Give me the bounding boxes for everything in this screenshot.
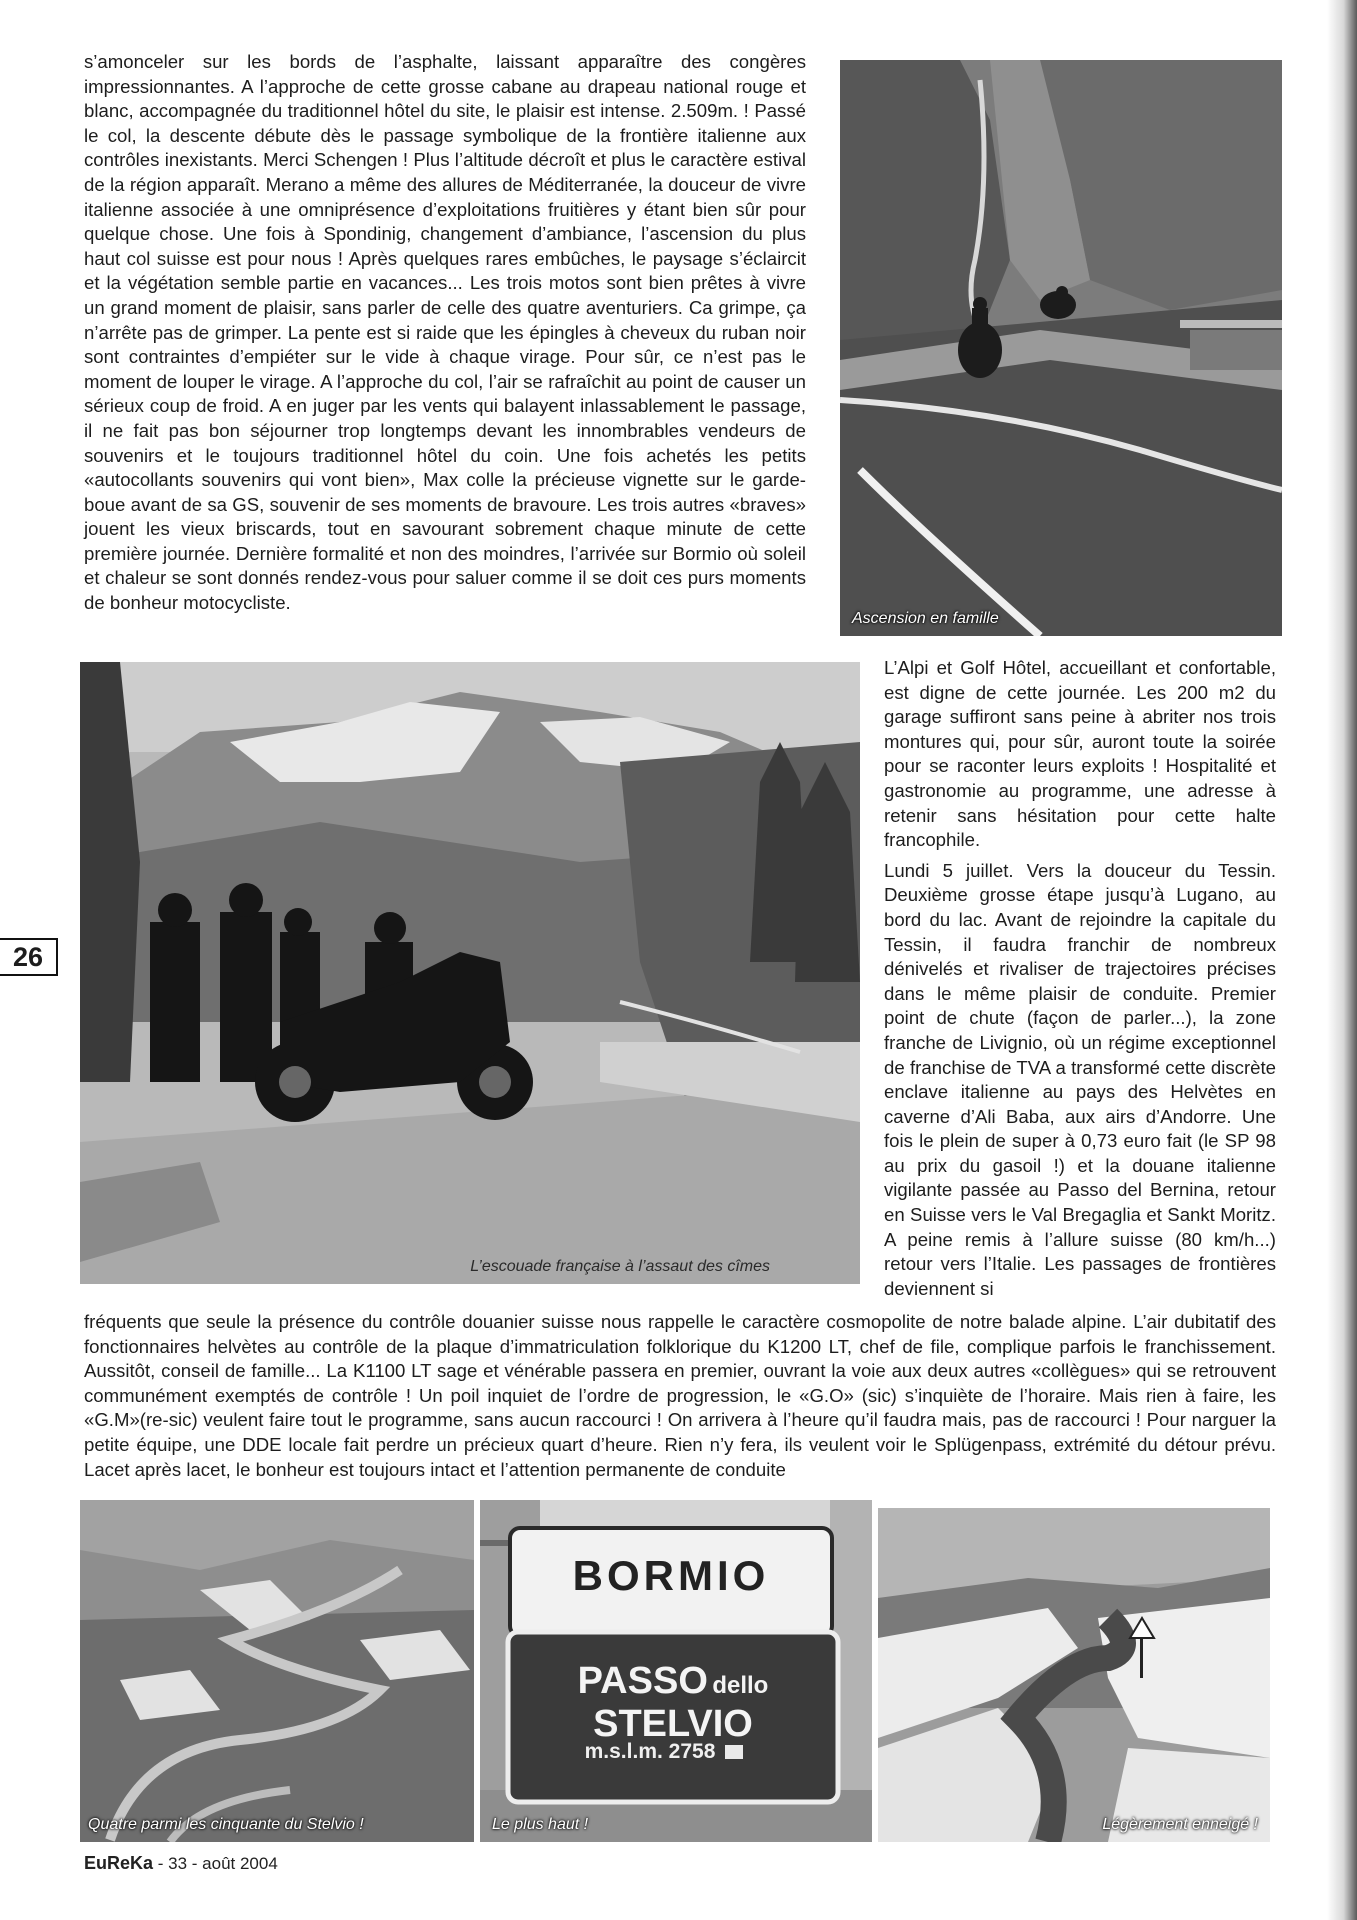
- photo-escouade: [80, 662, 860, 1284]
- article-paragraph: fréquents que seule la présence du contrôle douanier suisse nous rappelle le caractère cosmopolite de notre balade alpine. L’air dubitatif des fonctionnaires helvètes au contrôle de la plaque d’immatriculation folklorique du K1200 LT, chef de file, complique parfois le franchissement. Aussitôt, conseil de famille... La K1100 LT sage et vénérable passera en premier, ouvrant la voie aux deux autres «collègues» qui se retrouvent communément exemptés de contrôle ! Un poil inquiet de l’ordre de progression, le «G.O» (sic) s’inquiète de l’horaire. Mais rien à faire, les «G.M»(re-sic) veulent faire tout le programme, sans aucun raccourci ! On arrivera à l’heure qu’il faudra mais, pas de raccourci ! Pour narguer la petite équipe, une DDE locale fait perdre un précieux quart d’heure. Rien n’y fera, ils veulent voir le Splügenpass, extrémité du détour prévu. Lacet après lacet, le bonheur est toujours intact et l’attention permanente de conduite: [84, 1311, 1276, 1480]
- caption-ascension: Ascension en famille: [852, 610, 999, 627]
- sign-bormio: BORMIO: [572, 1552, 770, 1599]
- photo-panneau-stelvio: [480, 1500, 872, 1842]
- page-edge-shadow: [1327, 0, 1357, 1920]
- photo-ascension: [840, 60, 1282, 636]
- article-paragraph: L’Alpi et Golf Hôtel, accueillant et confortable, est digne de cette journée. Les 200 m2 du garage suffiront sans peine à abriter nos trois montures qui, pour sûr, auront toute la soirée pour se raconter leurs exploits ! Hospitalité et gastronomie au programme, une adresse à retenir sans hésitation pour cette halte francophile.: [884, 657, 1276, 851]
- page-number: 26: [0, 938, 58, 976]
- article-paragraph: Lundi 5 juillet. Vers la douceur du Tessin. Deuxième grosse étape jusqu’à Lugano, au bord du lac. Avant de rejoindre la capitale du Tessin, il faudra franchir de nombreux dénivelés et rivaliser de trajectoires précises dans le même plaisir de conduite. Premier point de chute (façon de parler...), la zone franche de Livignio, où un régime exceptionnel de franchise de TVA a transformé cette discrète enclave italienne au pays des Helvètes en caverne d’Ali Baba, aux airs d’Andorre. Une fois le plein de super à 0,73 euro fait (le SP 98 au prix du gasoil !) et la douane italienne vigilante passée au Passo del Bernina, retour en Suisse vers le Val Bregaglia et Sankt Moritz. A peine remis à l’allure suisse (80 km/h...) retour vers l’Italie. Les passages de frontières deviennent si: [884, 859, 1276, 1299]
- article-column-top: [84, 50, 806, 622]
- photo-enneige: [878, 1508, 1270, 1842]
- sign-stelvio: STELVIO: [593, 1703, 753, 1745]
- sign-altitude: m.s.l.m. 2758: [584, 1740, 716, 1763]
- footer-issue: - 33 - août 2004: [153, 1854, 278, 1873]
- caption-escouade: L’escouade française à l’assaut des cîmes: [470, 1258, 770, 1275]
- caption-enneige: Légèrement enneigé !: [1102, 1816, 1258, 1833]
- sign-passo: PASSO: [577, 1660, 708, 1702]
- article-paragraph: s’amonceler sur les bords de l’asphalte, laissant apparaître des congères impressionnantes. A l’approche de cette grosse cabane au drapeau national rouge et blanc, accompagnée du traditionnel hôtel du site, le plaisir est intense. 2.509m. ! Passé le col, la descente débute dès le passage symbolique de la frontière italienne aux contrôles inexistants. Merci Schengen ! Plus l’altitude décroît et plus le caractère estival de la région apparaît. Merano a même des allures de Méditerranée, la douceur de vivre italienne associée à une omniprésence d’exploitations fruitières y étant bien sûr pour quelque chose. Une fois à Spondinig, changement d’ambiance, l’ascension du plus haut col suisse est pour nous ! Après quelques rares embûches, le paysage s’éclaircit et la végétation semble partie en vacances... Les trois motos sont bien prêtes à vivre un grand moment de plaisir, sans parler de celle des quatre aventuriers. Ca grimpe, ça n’arrête pas de grimper. La pente est si raide que les épingles à cheveux du ruban noir sont contraintes d’empiéter sur le vide à chaque virage. Pour sûr, ce n’est pas le moment de louper le virage. A l’approche du col, l’air se rafraîchit au point de causer un sérieux coup de froid. A en juger par les vents qui balayent inlassablement le passage, il ne fait pas bon séjourner trop longtemps devant les innombrables vendeurs de souvenirs et le toujours traditionnel hôtel du coin. Une fois achetés les petits «autocollants souvenirs qui vont bien», Max colle la précieuse vignette sur le garde-boue avant de sa GS, souvenir de ses moments de bravoure. Les trois autres «braves» jouent les vieux briscards, tout en savourant sobrement chaque minute de cette première journée. Dernière formalité et non des moindres, l’arrivée sur Bormio où soleil et chaleur se sont donnés rendez-vous pour saluer comme il se doit ces purs moments de bonheur motocycliste.: [84, 51, 806, 614]
- caption-lacets: Quatre parmi les cinquante du Stelvio !: [88, 1816, 364, 1833]
- sign-passo-stelvio: [508, 1660, 838, 1746]
- article-column-right: [884, 656, 1276, 1307]
- footer: [84, 1853, 278, 1874]
- sign-dello: dello: [712, 1672, 769, 1699]
- article-column-bottom: [84, 1310, 1276, 1488]
- photo-lacets: [80, 1500, 474, 1842]
- caption-panneau: Le plus haut !: [492, 1816, 589, 1833]
- footer-magazine: EuReKa: [84, 1853, 154, 1873]
